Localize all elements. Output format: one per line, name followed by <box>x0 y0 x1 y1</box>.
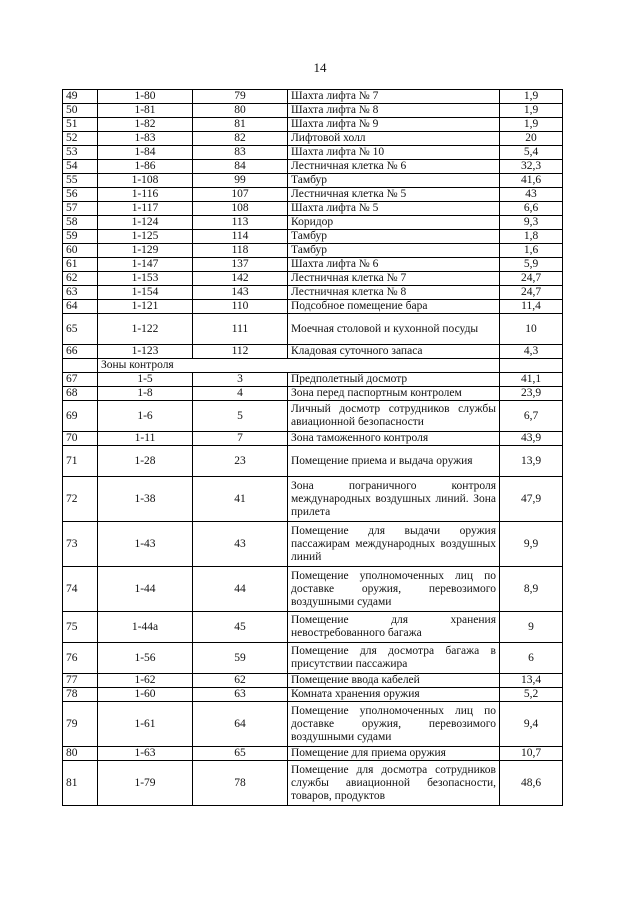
room-name-cell: Лестничная клетка № 8 <box>288 286 500 300</box>
room-code-cell: 1-123 <box>98 345 193 359</box>
row-number-cell: 51 <box>63 118 98 132</box>
room-number-cell: 82 <box>193 132 288 146</box>
table-row <box>63 118 563 132</box>
row-number-cell: 72 <box>63 477 98 522</box>
room-area-cell: 24,7 <box>500 286 563 300</box>
room-name-cell: Предполетный досмотр <box>288 373 500 387</box>
table-row <box>63 373 563 387</box>
room-area-cell: 43,9 <box>500 432 563 446</box>
rooms-table <box>62 89 563 806</box>
room-number-cell: 142 <box>193 272 288 286</box>
room-name-cell: Шахта лифта № 9 <box>288 118 500 132</box>
room-code-cell: 1-79 <box>98 761 193 806</box>
room-name-cell: Шахта лифта № 10 <box>288 146 500 160</box>
room-area-cell: 9,9 <box>500 522 563 567</box>
room-code-cell: 1-81 <box>98 104 193 118</box>
row-number-cell: 52 <box>63 132 98 146</box>
room-number-cell: 118 <box>193 244 288 258</box>
table-row <box>63 258 563 272</box>
table-row <box>63 132 563 146</box>
room-name-cell: Помещение ввода кабелей <box>288 674 500 688</box>
room-name-cell: Лифтовой холл <box>288 132 500 146</box>
room-code-cell: 1-28 <box>98 446 193 477</box>
row-number-cell: 63 <box>63 286 98 300</box>
table-row <box>63 477 563 522</box>
room-number-cell: 43 <box>193 522 288 567</box>
row-number-cell: 67 <box>63 373 98 387</box>
room-area-cell: 6,6 <box>500 202 563 216</box>
row-number-cell: 79 <box>63 702 98 747</box>
room-number-cell: 107 <box>193 188 288 202</box>
room-code-cell: 1-80 <box>98 90 193 104</box>
table-row <box>63 345 563 359</box>
room-code-cell: 1-147 <box>98 258 193 272</box>
room-area-cell: 9,3 <box>500 216 563 230</box>
room-code-cell: 1-6 <box>98 401 193 432</box>
row-number-cell: 64 <box>63 300 98 314</box>
room-code-cell: 1-116 <box>98 188 193 202</box>
table-row <box>63 761 563 806</box>
room-code-cell: 1-84 <box>98 146 193 160</box>
room-number-cell: 7 <box>193 432 288 446</box>
room-code-cell: 1-63 <box>98 747 193 761</box>
section-empty-cell <box>63 359 98 373</box>
room-area-cell: 5,9 <box>500 258 563 272</box>
table-row <box>63 188 563 202</box>
section-empty-cell <box>500 359 563 373</box>
section-row <box>63 359 563 373</box>
room-number-cell: 99 <box>193 174 288 188</box>
room-name-cell: Помещение приема и выдача оружия <box>288 446 500 477</box>
room-name-cell: Помещение для досмотра багажа в присутствии пассажира <box>288 643 500 674</box>
table-row <box>63 401 563 432</box>
room-code-cell: 1-11 <box>98 432 193 446</box>
room-name-cell: Шахта лифта № 8 <box>288 104 500 118</box>
room-code-cell: 1-62 <box>98 674 193 688</box>
room-code-cell: 1-56 <box>98 643 193 674</box>
room-number-cell: 80 <box>193 104 288 118</box>
room-area-cell: 1,9 <box>500 118 563 132</box>
row-number-cell: 50 <box>63 104 98 118</box>
room-name-cell: Шахта лифта № 7 <box>288 90 500 104</box>
table-row <box>63 244 563 258</box>
row-number-cell: 76 <box>63 643 98 674</box>
room-number-cell: 112 <box>193 345 288 359</box>
table-row <box>63 432 563 446</box>
room-code-cell: 1-86 <box>98 160 193 174</box>
row-number-cell: 58 <box>63 216 98 230</box>
table-row <box>63 446 563 477</box>
room-number-cell: 83 <box>193 146 288 160</box>
room-code-cell: 1-44 <box>98 567 193 612</box>
room-number-cell: 4 <box>193 387 288 401</box>
room-name-cell: Коридор <box>288 216 500 230</box>
room-name-cell: Помещение уполномоченных лиц по доставке оружия, перевозимого воздушными судами <box>288 702 500 747</box>
section-label: Зоны контроля <box>98 359 500 373</box>
table-row <box>63 104 563 118</box>
room-area-cell: 9 <box>500 612 563 643</box>
row-number-cell: 56 <box>63 188 98 202</box>
room-code-cell: 1-153 <box>98 272 193 286</box>
table-row <box>63 567 563 612</box>
row-number-cell: 73 <box>63 522 98 567</box>
table-row <box>63 387 563 401</box>
room-code-cell: 1-108 <box>98 174 193 188</box>
table-row <box>63 216 563 230</box>
room-area-cell: 9,4 <box>500 702 563 747</box>
room-name-cell: Помещение для приема оружия <box>288 747 500 761</box>
room-number-cell: 5 <box>193 401 288 432</box>
room-name-cell: Тамбур <box>288 174 500 188</box>
room-name-cell: Личный досмотр сотрудников службы авиационной безопасности <box>288 401 500 432</box>
table-row <box>63 174 563 188</box>
room-code-cell: 1-117 <box>98 202 193 216</box>
room-name-cell: Шахта лифта № 5 <box>288 202 500 216</box>
room-name-cell: Лестничная клетка № 5 <box>288 188 500 202</box>
room-number-cell: 64 <box>193 702 288 747</box>
room-code-cell: 1-44а <box>98 612 193 643</box>
room-area-cell: 1,8 <box>500 230 563 244</box>
room-area-cell: 32,3 <box>500 160 563 174</box>
room-area-cell: 5,4 <box>500 146 563 160</box>
room-area-cell: 20 <box>500 132 563 146</box>
table-row <box>63 522 563 567</box>
room-code-cell: 1-124 <box>98 216 193 230</box>
table-row <box>63 202 563 216</box>
room-number-cell: 110 <box>193 300 288 314</box>
room-area-cell: 4,3 <box>500 345 563 359</box>
room-code-cell: 1-154 <box>98 286 193 300</box>
row-number-cell: 66 <box>63 345 98 359</box>
row-number-cell: 77 <box>63 674 98 688</box>
room-area-cell: 8,9 <box>500 567 563 612</box>
room-name-cell: Тамбур <box>288 244 500 258</box>
room-name-cell: Помещение уполномоченных лиц по доставке оружия, перевозимого воздушными судами <box>288 567 500 612</box>
room-area-cell: 1,9 <box>500 104 563 118</box>
row-number-cell: 70 <box>63 432 98 446</box>
room-name-cell: Зона пограничного контроля международных воздушных линий. Зона прилета <box>288 477 500 522</box>
table-row <box>63 702 563 747</box>
room-code-cell: 1-83 <box>98 132 193 146</box>
room-number-cell: 137 <box>193 258 288 272</box>
table-row <box>63 146 563 160</box>
room-name-cell: Помещение для досмотра сотрудников службы авиационной безопасности, товаров, продуктов <box>288 761 500 806</box>
room-number-cell: 65 <box>193 747 288 761</box>
row-number-cell: 60 <box>63 244 98 258</box>
room-area-cell: 6 <box>500 643 563 674</box>
row-number-cell: 54 <box>63 160 98 174</box>
room-code-cell: 1-122 <box>98 314 193 345</box>
room-number-cell: 45 <box>193 612 288 643</box>
room-name-cell: Лестничная клетка № 7 <box>288 272 500 286</box>
row-number-cell: 78 <box>63 688 98 702</box>
room-area-cell: 1,9 <box>500 90 563 104</box>
row-number-cell: 59 <box>63 230 98 244</box>
room-area-cell: 47,9 <box>500 477 563 522</box>
room-number-cell: 59 <box>193 643 288 674</box>
room-name-cell: Зона таможенного контроля <box>288 432 500 446</box>
room-code-cell: 1-82 <box>98 118 193 132</box>
room-code-cell: 1-129 <box>98 244 193 258</box>
row-number-cell: 80 <box>63 747 98 761</box>
room-name-cell: Зона перед паспортным контролем <box>288 387 500 401</box>
room-number-cell: 143 <box>193 286 288 300</box>
room-name-cell: Помещение для хранения невостребованного багажа <box>288 612 500 643</box>
table-row <box>63 314 563 345</box>
room-number-cell: 63 <box>193 688 288 702</box>
row-number-cell: 74 <box>63 567 98 612</box>
row-number-cell: 65 <box>63 314 98 345</box>
room-name-cell: Шахта лифта № 6 <box>288 258 500 272</box>
row-number-cell: 49 <box>63 90 98 104</box>
room-number-cell: 78 <box>193 761 288 806</box>
room-code-cell: 1-121 <box>98 300 193 314</box>
room-area-cell: 41,6 <box>500 174 563 188</box>
table-row <box>63 612 563 643</box>
room-number-cell: 3 <box>193 373 288 387</box>
room-code-cell: 1-43 <box>98 522 193 567</box>
room-name-cell: Моечная столовой и кухонной посуды <box>288 314 500 345</box>
table-row <box>63 747 563 761</box>
table-row <box>63 272 563 286</box>
room-number-cell: 84 <box>193 160 288 174</box>
row-number-cell: 69 <box>63 401 98 432</box>
room-name-cell: Кладовая суточного запаса <box>288 345 500 359</box>
room-area-cell: 24,7 <box>500 272 563 286</box>
room-code-cell: 1-125 <box>98 230 193 244</box>
table-row <box>63 230 563 244</box>
room-area-cell: 13,9 <box>500 446 563 477</box>
table-row <box>63 286 563 300</box>
room-area-cell: 11,4 <box>500 300 563 314</box>
page-number: 14 <box>313 60 327 75</box>
row-number-cell: 57 <box>63 202 98 216</box>
room-number-cell: 41 <box>193 477 288 522</box>
room-number-cell: 44 <box>193 567 288 612</box>
room-code-cell: 1-61 <box>98 702 193 747</box>
room-area-cell: 10 <box>500 314 563 345</box>
room-area-cell: 5,2 <box>500 688 563 702</box>
room-number-cell: 114 <box>193 230 288 244</box>
room-name-cell: Подсобное помещение бара <box>288 300 500 314</box>
row-number-cell: 55 <box>63 174 98 188</box>
room-code-cell: 1-8 <box>98 387 193 401</box>
room-name-cell: Тамбур <box>288 230 500 244</box>
room-area-cell: 10,7 <box>500 747 563 761</box>
room-name-cell: Помещение для выдачи оружия пассажирам международных воздушных линий <box>288 522 500 567</box>
row-number-cell: 62 <box>63 272 98 286</box>
room-code-cell: 1-38 <box>98 477 193 522</box>
room-number-cell: 108 <box>193 202 288 216</box>
table-row <box>63 643 563 674</box>
row-number-cell: 61 <box>63 258 98 272</box>
room-area-cell: 43 <box>500 188 563 202</box>
table-row <box>63 300 563 314</box>
room-area-cell: 23,9 <box>500 387 563 401</box>
table-row <box>63 674 563 688</box>
row-number-cell: 53 <box>63 146 98 160</box>
room-number-cell: 81 <box>193 118 288 132</box>
room-code-cell: 1-60 <box>98 688 193 702</box>
room-area-cell: 48,6 <box>500 761 563 806</box>
room-number-cell: 113 <box>193 216 288 230</box>
room-name-cell: Лестничная клетка № 6 <box>288 160 500 174</box>
room-area-cell: 41,1 <box>500 373 563 387</box>
room-code-cell: 1-5 <box>98 373 193 387</box>
room-area-cell: 13,4 <box>500 674 563 688</box>
table-row <box>63 160 563 174</box>
room-area-cell: 6,7 <box>500 401 563 432</box>
table-row <box>63 90 563 104</box>
table-row <box>63 688 563 702</box>
row-number-cell: 68 <box>63 387 98 401</box>
room-number-cell: 111 <box>193 314 288 345</box>
room-name-cell: Комната хранения оружия <box>288 688 500 702</box>
room-number-cell: 62 <box>193 674 288 688</box>
row-number-cell: 71 <box>63 446 98 477</box>
room-number-cell: 79 <box>193 90 288 104</box>
room-area-cell: 1,6 <box>500 244 563 258</box>
row-number-cell: 75 <box>63 612 98 643</box>
room-number-cell: 23 <box>193 446 288 477</box>
row-number-cell: 81 <box>63 761 98 806</box>
